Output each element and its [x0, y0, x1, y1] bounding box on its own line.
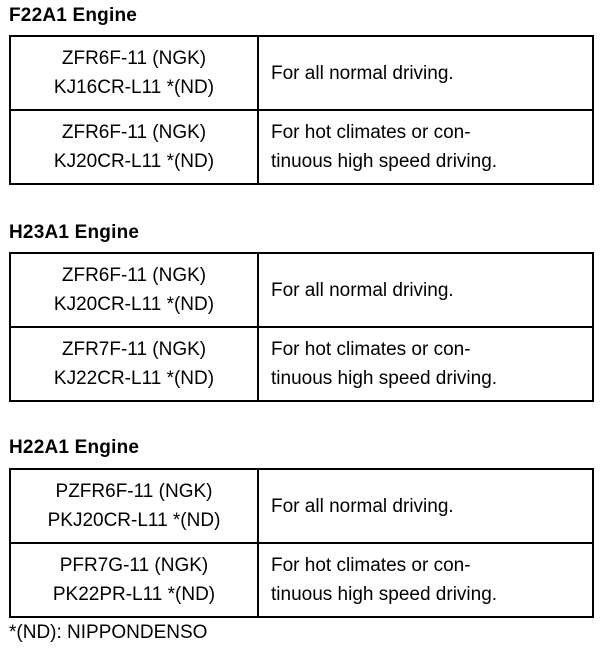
plug-nd: KJ20CR-L11 *(ND) — [53, 151, 215, 172]
plug-cell — [10, 253, 258, 327]
plug-nd: KJ20CR-L11 *(ND) — [53, 294, 215, 315]
usage-cell — [258, 543, 593, 617]
plug-cell — [10, 110, 258, 184]
plug-ngk: ZFR6F-11 (NGK) — [61, 122, 207, 143]
section-title-f22a1: F22A1 Engine — [9, 5, 138, 26]
usage-text: For hot climates or con- — [271, 555, 471, 576]
usage-cell — [258, 327, 593, 401]
table-row — [10, 327, 593, 401]
table-row — [10, 469, 593, 543]
usage-text: For all normal driving. — [271, 279, 454, 301]
plug-ngk: PZFR6F-11 (NGK) — [55, 481, 213, 502]
section-title-h23a1: H23A1 Engine — [9, 222, 140, 243]
plug-cell — [10, 327, 258, 401]
section-title-h22a1: H22A1 Engine — [9, 437, 140, 458]
plug-cell — [10, 469, 258, 543]
plug-cell — [10, 543, 258, 617]
table-row — [10, 543, 593, 617]
usage-cell — [258, 469, 593, 543]
usage-text: tinuous high speed driving. — [271, 368, 498, 389]
usage-cell — [258, 36, 593, 110]
usage-text: For hot climates or con- — [271, 339, 471, 360]
plug-ngk: ZFR6F-11 (NGK) — [61, 265, 207, 286]
usage-text: tinuous high speed driving. — [271, 584, 498, 605]
usage-cell — [258, 253, 593, 327]
plug-nd: KJ16CR-L11 *(ND) — [53, 77, 215, 98]
usage-text: For all normal driving. — [271, 62, 454, 84]
table-row — [10, 110, 593, 184]
plug-nd: PK22PR-L11 *(ND) — [52, 584, 216, 605]
spark-plug-table-h23a1 — [9, 252, 594, 402]
usage-text: For hot climates or con- — [271, 122, 471, 143]
footnote: *(ND): NIPPONDENSO — [9, 622, 208, 643]
usage-cell — [258, 110, 593, 184]
plug-ngk: ZFR7F-11 (NGK) — [61, 339, 207, 360]
spark-plug-table-f22a1 — [9, 35, 594, 185]
plug-ngk: ZFR6F-11 (NGK) — [61, 48, 207, 69]
plug-ngk: PFR7G-11 (NGK) — [59, 555, 209, 576]
table-row — [10, 253, 593, 327]
table-row — [10, 36, 593, 110]
spark-plug-table-h22a1 — [9, 468, 594, 618]
plug-cell — [10, 36, 258, 110]
usage-text: For all normal driving. — [271, 495, 454, 517]
plug-nd: KJ22CR-L11 *(ND) — [53, 368, 215, 389]
usage-text: tinuous high speed driving. — [271, 151, 498, 172]
plug-nd: PKJ20CR-L11 *(ND) — [47, 510, 221, 531]
